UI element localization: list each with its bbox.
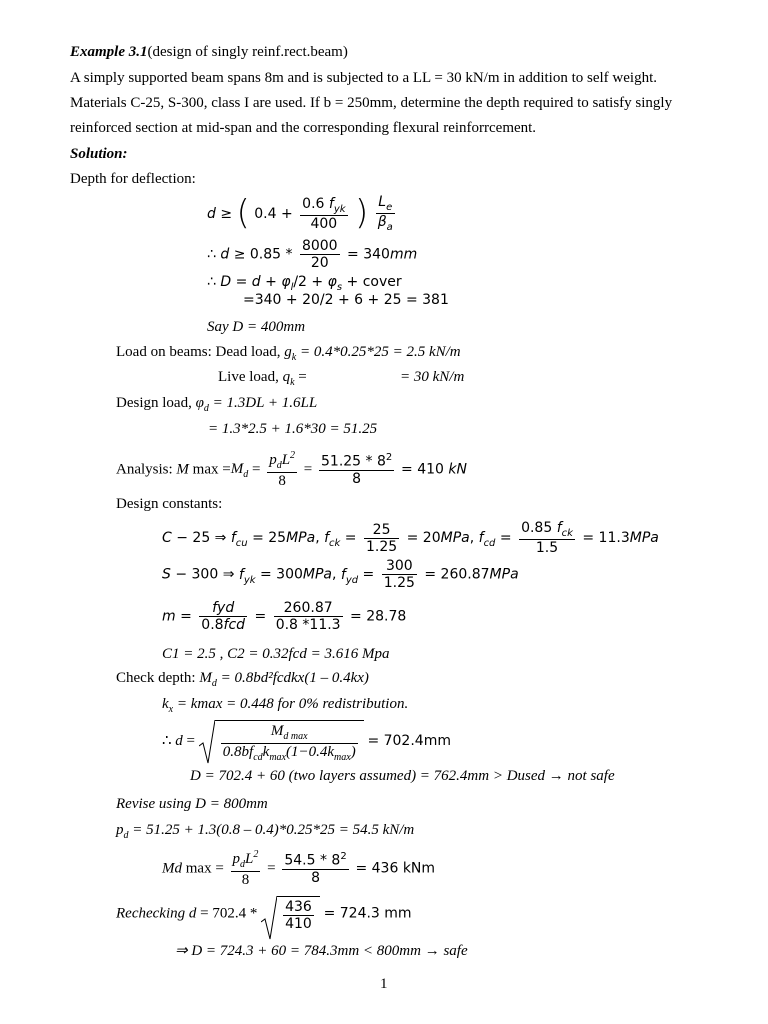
page-number: 1	[380, 976, 388, 992]
deflection-heading: Depth for deflection:	[70, 171, 196, 187]
say-d: Say D = 400mm	[207, 319, 306, 335]
sqrt-icon	[199, 720, 215, 764]
problem-line-1: A simply supported beam spans 8m and is subjected to a LL = 30 kN/m in addition to self weight.	[70, 70, 657, 86]
solution-heading: Solution:	[70, 146, 128, 162]
deflection-calc: ∴ d ≥ 0.85 * $\frac{8000}{20}$ = 340mm	[207, 238, 418, 272]
steel-constants: S − 300 ⇒ $f_{yk} = 300MPa$, $f_{yd}$ = $\frac{300}{1.25}$ = 260.87MPa	[162, 558, 519, 592]
problem-line-3: reinforced section at mid-span and the corresponding flexural reinforrcement.	[70, 120, 537, 136]
overall-depth-formula: ∴ $D = d + \varphi_l/2 + \varphi_s$ + cover	[207, 274, 402, 293]
analysis-line: Analysis: M $\max =M_d$ = $\frac{p_dL^2}{8}$ = $\frac{51.25 * 8^2}{8}$ = 410 kN	[116, 450, 467, 489]
deflection-formula: d ≥ ( 0.4 + $\frac{0.6 f_{yk}}{400}$ ) $\frac{L_e}{\beta_a}$	[207, 193, 393, 234]
pd-line: $p_d = 51.25 + 1.3(0.8 - 0.4)*0.25*25 = 54.5$ kN/m	[116, 822, 415, 841]
design-load-calc: = 1.3*2.5 + 1.6*30 = 51.25	[208, 421, 378, 437]
sqrt-icon-2	[261, 896, 277, 940]
live-load-value: = 30 kN/m	[400, 369, 465, 385]
final-line: ⇒ D = 724.3 + 60 = 784.3mm < 800mm → safe	[175, 943, 468, 959]
d-required-line: ∴ d = $\frac{M_{d max}}{0.8bf_{cd}k_{max}(1-0.4k_{max})}$ = 702.4mm	[162, 720, 451, 763]
live-load-line: Live load, $q_k$ =	[218, 369, 307, 388]
md-line: Md max = $\frac{p_dL^2}{8}$ = $\frac{54.5 * 8^2}{8}$ = 436 kNm	[162, 849, 436, 888]
example-subtitle: (design of singly reinf.rect.beam)	[147, 44, 348, 60]
dead-load-line: Load on beams: Dead load, $g_k = 0.4*0.25*25 = 2.5$ kN/m	[116, 344, 461, 363]
concrete-constants: C − 25 ⇒ $f_{cu} = 25MPa$, $f_{ck}$ = $\frac{25}{1.25}$ = 20MPa, $f_{cd}$ = $\frac{0.85 f_{ck}}{1.5}$ = 11.3MPa	[162, 520, 659, 557]
recheck-line: Rechecking d = 702.4 * $\frac{436}{410}$ = 724.3 mm	[116, 896, 412, 932]
design-load-line: Design load, $\varphi_d = 1.3DL + 1.6LL$	[116, 395, 318, 414]
m-ratio: m = $\frac{\text{fyd}}{\text{0.8fcd}}$ = $\frac{260.87}{0.8 *11.3}$ = 28.78	[162, 600, 407, 634]
c-values: C1 = 2.5 , C2 = 0.32fcd = 3.616 Mpa	[162, 646, 390, 662]
design-constants-heading: Design constants:	[116, 496, 223, 512]
D-check-line: D = 702.4 + 60 (two layers assumed) = 762.4mm > Dused → not safe	[190, 768, 615, 784]
example-heading	[70, 45, 348, 60]
example-title: Example 3.1	[70, 44, 148, 60]
kx-line: $k_x = kmax = 0.448$ for 0% redistribution.	[162, 696, 409, 715]
revise-line: Revise using D = 800mm	[116, 796, 268, 812]
check-depth-line: Check depth: $M_d$ = 0.8bd²fcdkx(1 – 0.4kx)	[116, 670, 369, 689]
overall-depth-calc: =340 + 20/2 + 6 + 25 = 381	[243, 292, 449, 308]
problem-line-2: Materials C-25, S-300, class I are used. If b = 250mm, determine the depth required to satisfy singly	[70, 95, 673, 111]
